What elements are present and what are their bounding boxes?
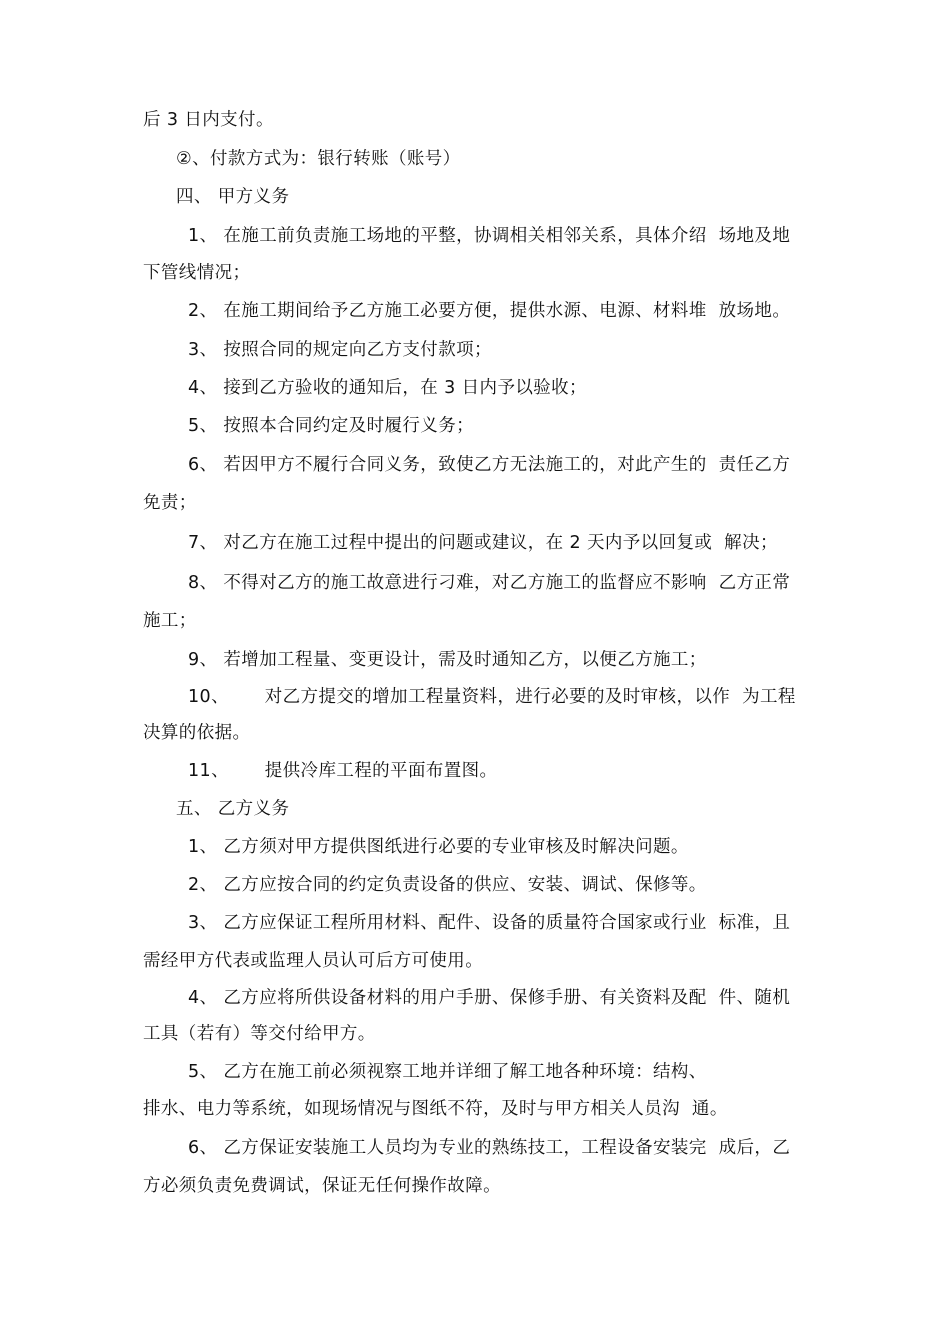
text-line: 2、 乙方应按合同的约定负责设备的供应、安装、调试、保修等。 bbox=[188, 875, 707, 895]
text-line: 2、 在施工期间给予乙方施工必要方便，提供水源、电源、材料堆 放场地。 bbox=[188, 301, 791, 321]
text-line: 7、 对乙方在施工过程中提出的问题或建议，在 2 天内予以回复或 解决； bbox=[188, 533, 778, 553]
text-line: 免责； bbox=[143, 493, 197, 513]
text-line: 工具（若有）等交付给甲方。 bbox=[143, 1024, 376, 1044]
text-line: 后 3 日内支付。 bbox=[143, 110, 274, 130]
text-line: 6、 乙方保证安装施工人员均为专业的熟练技工，工程设备安装完 成后，乙 bbox=[188, 1138, 791, 1158]
text-line: 排水、电力等系统，如现场情况与图纸不符，及时与甲方相关人员沟 通。 bbox=[143, 1099, 728, 1119]
text-line: 决算的依据。 bbox=[143, 723, 251, 743]
text-line: 4、 乙方应将所供设备材料的用户手册、保修手册、有关资料及配 件、随机 bbox=[188, 988, 791, 1008]
text-line: 8、 不得对乙方的施工故意进行刁难，对乙方施工的监督应不影响 乙方正常 bbox=[188, 573, 791, 593]
text-line: 需经甲方代表或监理人员认可后方可使用。 bbox=[143, 951, 484, 971]
text-line: 5、 按照本合同约定及时履行义务； bbox=[188, 416, 474, 436]
text-line: 11、 提供冷库工程的平面布置图。 bbox=[188, 761, 498, 781]
text-line: 10、 对乙方提交的增加工程量资料，进行必要的及时审核，以作 为工程 bbox=[188, 687, 796, 707]
text-line: 方必须负责免费调试，保证无任何操作故障。 bbox=[143, 1176, 501, 1196]
text-line: ②、付款方式为：银行转账（账号） bbox=[176, 149, 461, 169]
text-line: 6、 若因甲方不履行合同义务，致使乙方无法施工的，对此产生的 责任乙方 bbox=[188, 455, 791, 475]
text-line: 4、 接到乙方验收的通知后，在 3 日内予以验收； bbox=[188, 378, 587, 398]
section-heading: 四、 甲方义务 bbox=[176, 187, 290, 207]
text-line: 9、 若增加工程量、变更设计，需及时通知乙方，以便乙方施工； bbox=[188, 650, 707, 670]
text-line: 3、 按照合同的规定向乙方支付款项； bbox=[188, 340, 492, 360]
text-line: 3、 乙方应保证工程所用材料、配件、设备的质量符合国家或行业 标准，且 bbox=[188, 913, 791, 933]
text-line: 1、 乙方须对甲方提供图纸进行必要的专业审核及时解决问题。 bbox=[188, 837, 689, 857]
section-heading: 五、 乙方义务 bbox=[176, 799, 290, 819]
text-line: 下管线情况； bbox=[143, 263, 251, 283]
text-line: 施工； bbox=[143, 611, 197, 631]
text-line: 5、 乙方在施工前必须视察工地并详细了解工地各种环境：结构、 bbox=[188, 1062, 707, 1082]
text-line: 1、 在施工前负责施工场地的平整，协调相关相邻关系，具体介绍 场地及地 bbox=[188, 226, 791, 246]
